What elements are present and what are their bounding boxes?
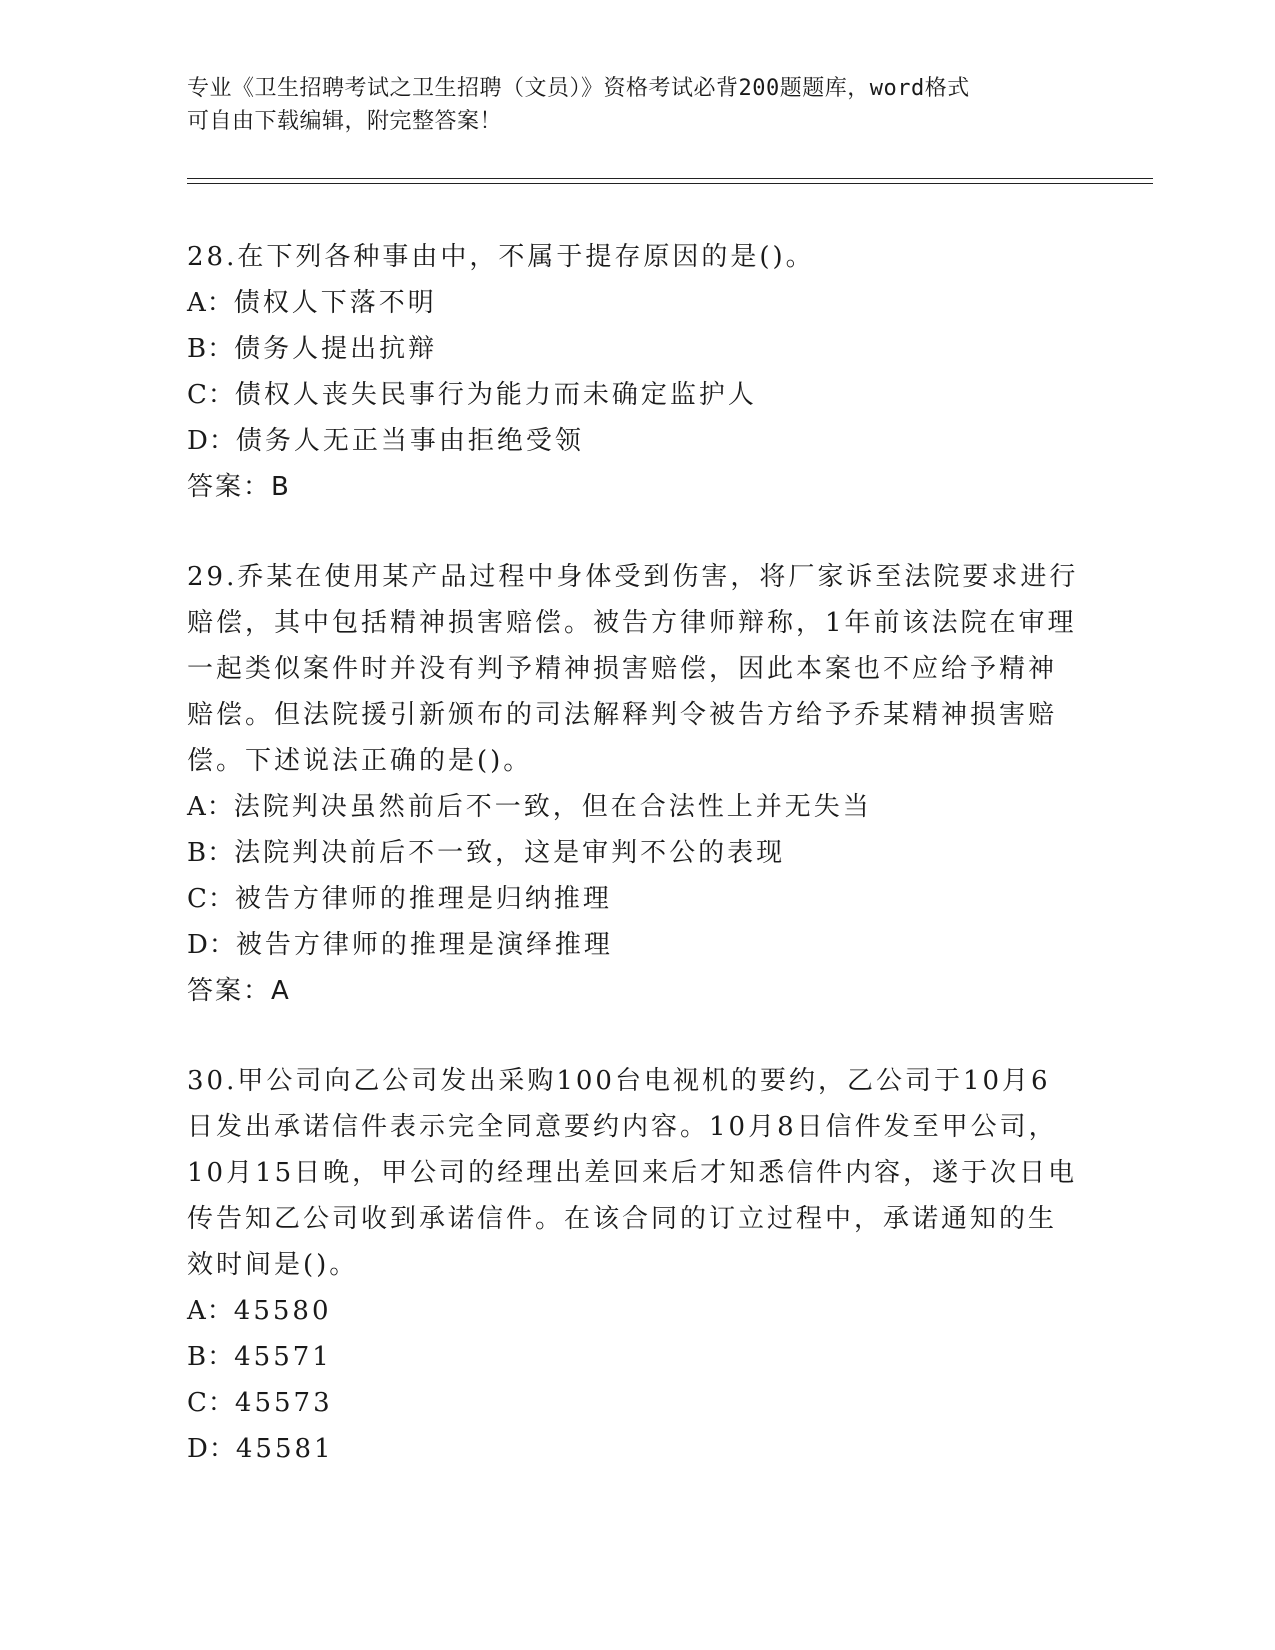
header-line-1: 专业《卫生招聘考试之卫生招聘（文员）》资格考试必背200题题库，word格式	[187, 76, 970, 101]
stem-line: 传告知乙公司收到承诺信件。在该合同的订立过程中，承诺通知的生	[187, 1204, 1058, 1234]
header-line-2: 可自由下载编辑，附完整答案！	[187, 109, 503, 134]
answer-label: 答案：A	[187, 976, 291, 1006]
option-letter: A：	[187, 288, 234, 318]
question-30	[187, 1058, 1087, 1472]
option-d	[187, 1426, 1087, 1472]
option-a	[187, 1288, 1087, 1334]
option-letter: A：	[187, 792, 234, 822]
stem-line: 赔偿，其中包括精神损害赔偿。被告方律师辩称，1年前该法院在审理	[187, 608, 1077, 638]
option-text: 被告方律师的推理是归纳推理	[234, 884, 612, 914]
stem-line: 29.乔某在使用某产品过程中身体受到伤害，将厂家诉至法院要求进行	[187, 562, 1079, 592]
option-text: 法院判决前后不一致，这是审判不公的表现	[234, 838, 786, 868]
stem-line: 效时间是()。	[187, 1250, 359, 1280]
stem-line: 28.在下列各种事由中，不属于提存原因的是()。	[187, 242, 815, 272]
stem-line: 日发出承诺信件表示完全同意要约内容。10月8日信件发至甲公司，	[187, 1112, 1058, 1142]
stem-line: 30.甲公司向乙公司发出采购100台电视机的要约，乙公司于10月6	[187, 1066, 1051, 1096]
option-text: 45581	[235, 1434, 334, 1464]
option-c	[187, 876, 1087, 922]
question-28	[187, 234, 1087, 510]
question-list	[187, 234, 1087, 1516]
option-letter: C：	[187, 1388, 235, 1418]
answer-label: 答案：B	[187, 472, 291, 502]
option-text: 被告方律师的推理是演绎推理	[235, 930, 613, 960]
option-text: 债务人提出抗辩	[234, 334, 438, 364]
document-header	[187, 72, 1067, 138]
option-letter: D：	[187, 1434, 236, 1464]
option-text: 45573	[234, 1388, 333, 1418]
option-text: 债务人无正当事由拒绝受领	[235, 426, 584, 456]
header-divider-bottom	[187, 183, 1153, 184]
option-b	[187, 830, 1087, 876]
option-letter: C：	[187, 884, 235, 914]
option-text: 债权人丧失民事行为能力而未确定监护人	[234, 380, 757, 410]
question-stem	[187, 1058, 1087, 1288]
question-stem	[187, 234, 1087, 280]
option-b	[187, 326, 1087, 372]
option-d	[187, 922, 1087, 968]
question-29	[187, 554, 1087, 1014]
option-letter: B：	[187, 1342, 235, 1372]
option-a	[187, 280, 1087, 326]
option-c	[187, 372, 1087, 418]
option-c	[187, 1380, 1087, 1426]
option-d	[187, 418, 1087, 464]
option-letter: B：	[187, 838, 235, 868]
option-letter: D：	[187, 930, 236, 960]
header-divider-top	[187, 178, 1153, 179]
option-a	[187, 784, 1087, 830]
option-text: 45580	[233, 1296, 332, 1326]
question-stem	[187, 554, 1087, 784]
stem-line: 赔偿。但法院援引新颁布的司法解释判令被告方给予乔某精神损害赔	[187, 700, 1058, 730]
stem-line: 偿。下述说法正确的是()。	[187, 746, 533, 776]
option-letter: A：	[187, 1296, 234, 1326]
option-letter: C：	[187, 380, 235, 410]
option-text: 法院判决虽然前后不一致，但在合法性上并无失当	[233, 792, 872, 822]
option-text: 45571	[234, 1342, 332, 1372]
stem-line: 10月15日晚，甲公司的经理出差回来后才知悉信件内容，遂于次日电	[187, 1158, 1078, 1188]
stem-line: 一起类似案件时并没有判予精神损害赔偿，因此本案也不应给予精神	[187, 654, 1058, 684]
option-b	[187, 1334, 1087, 1380]
option-letter: D：	[187, 426, 236, 456]
option-letter: B：	[187, 334, 235, 364]
option-text: 债权人下落不明	[233, 288, 437, 318]
